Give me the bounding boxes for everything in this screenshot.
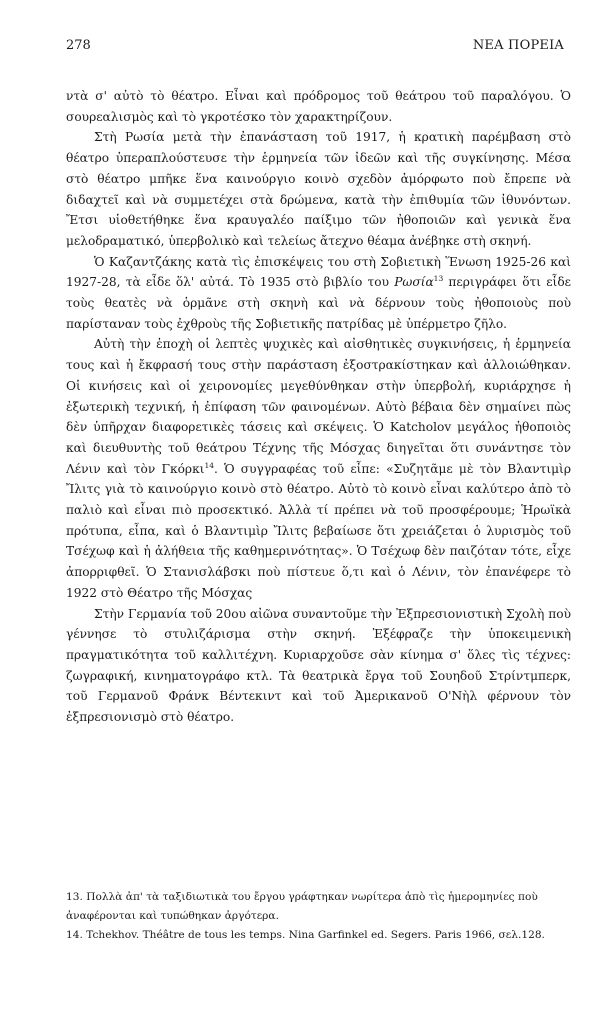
footnote-ref: 13	[433, 274, 444, 284]
footnote-number: 13.	[66, 891, 83, 903]
footnote-number: 14.	[66, 929, 83, 941]
page-number: 278	[66, 38, 91, 53]
text-run: Αὐτὴ τὴν ἐποχὴ οἱ λεπτὲς ψυχικὲς καὶ αἰσθητικὲς συγκινήσεις, ἡ ἑρμηνεία τους καὶ ἡ ἔκφρασή τους στὴν παράσταση ἐξοστρακίστηκαν καὶ ἀλλοιώθηκαν. Οἱ κινήσεις καὶ οἱ χειρονομίες μεγεθύνθηκαν στὴν ὑπερβολή, κυριάρχησε ἡ ἐξωτερικὴ τεχνική, ἡ ἐπίφαση τῶν φαινομένων. Αὐτὸ βέβαια δὲν σημαίνει πὼς δὲν ὑπῆρχαν διαφορετικὲς τάσεις καὶ σκέψεις. Ὁ Katcholov μεγάλος ἠθοποιὸς καὶ διευθυντὴς τοῦ θεάτρου Τέχνης τῆς Μόσχας διηγεῖται ὅτι συνάντησε τὸν Λένιν καὶ τὸν Γκόρκι	[66, 337, 571, 476]
paragraph	[66, 252, 571, 335]
paragraph: Στὴν Γερμανία τοῦ 20ου αἰῶνα συναντοῦμε τὴν Ἐξπρεσιονιστικὴ Σχολὴ ποὺ γέννησε τὸ στυλιζάρισμα στὴν σκηνή. Ἐξέφραζε τὴν ὑποκειμενικὴ πραγματικότητα τοῦ καλλιτέχνη. Κυριαρχοῦσε σὰν κίνημα σ' ὅλες τὶς τέχνες: ζωγραφική, κινηματογράφο κτλ. Τὰ θεατρικὰ ἔργα τοῦ Σουηδοῦ Στρίντμπερκ, τοῦ Γερμανοῦ Φράνκ Βέντεκιντ καὶ τοῦ Ἀμερικανοῦ Ο'Νὴλ φέρνουν τὸν ἐξπρεσιονισμὸ στὸ θέατρο.	[66, 606, 571, 725]
footnote-text: Πολλὰ ἀπ' τὰ ταξιδιωτικὰ του ἔργου γράφτηκαν νωρίτερα ἀπὸ τὶς ἡμερομηνίες ποὺ ἀναφέρονται καὶ τυπώθηκαν ἀργότερα.	[66, 891, 538, 922]
paragraph: Στὴ Ρωσία μετὰ τὴν ἐπανάσταση τοῦ 1917, ἡ κρατικὴ παρέμβαση στὸ θέατρο ὑπεραπλούστευσε τὴν ἑρμηνεία τῶν ἰδεῶν καὶ τῆς συγκίνησης. Μέσα στὸ θέατρο μπῆκε ἕνα καινούργιο κοινὸ σχεδὸν ἀμόρφωτο ποὺ ἔπρεπε νὰ διδαχτεῖ καὶ νὰ συμμετέχει στὰ δρώμενα, κατὰ τὴν ἐπιθυμία τῶν ἰθυνόντων. Ἔτσι υἱοθετήθηκε ἕνα κραυγαλέο παίξιμο τῶν ἠθοποιῶν καὶ γενικὰ ἕνα μελοδραματικό, ὑπερβολικὸ καὶ τελείως ἄτεχνο θέαμα ἀνέβηκε στὴ σκηνή.	[66, 130, 571, 248]
text-run: περιγράφει ὅτι εἶδε τοὺς θεατὲς νὰ ὁρμᾶνε στὴ σκηνὴ καὶ νὰ δέρνουν τοὺς ἠθοποιοὺς ποὺ παρίσταναν τοὺς ἐχθροὺς τῆς Σοβιετικῆς πατρίδας μὲ ὑπέρμετρο ζῆλο.	[66, 275, 571, 331]
footnotes	[66, 888, 571, 945]
page-header	[66, 38, 564, 56]
paragraph	[66, 334, 571, 603]
footnote-text: Tchekhov. Théâtre de tous les temps. Nina Garfinkel ed. Segers. Paris 1966, σελ.128.	[86, 929, 545, 941]
text-run: . Ὁ συγγραφέας τοῦ εἶπε: «Συζητᾶμε μὲ τὸν Βλαντιμὶρ Ἴλιτς γιὰ τὸ καινούργιο κοινὸ στὸ θέατρο. Αὐτὸ τὸ κοινὸ εἶναι καλύτερο ἀπὸ τὸ παλιὸ καὶ εἶναι πιὸ προσεκτικό. Ἀλλὰ τί πρέπει νὰ τοῦ προσφέρουμε; Ἡρωϊκὰ πρότυπα, εἶπα, καὶ ὁ Βλαντιμὶρ Ἴλιτς βεβαίωσε ὅτι χρειάζεται ὁ λυρισμὸς τοῦ Τσέχωφ καὶ ἡ ἀλήθεια τῆς καθημερινότητας». Ὁ Τσέχωφ δὲν παιζόταν τότε, εἶχε ἀπορριφθεῖ. Ὁ Στανισλάβσκι ποὺ πίστευε ὅ,τι καὶ ὁ Λένιν, τὸν ἐπανέφερε τὸ 1922 στὸ Θέατρο τῆς Μόσχας	[66, 461, 571, 600]
body-text	[66, 86, 571, 728]
footnote	[66, 888, 571, 926]
footnote	[66, 926, 571, 945]
paragraph: ντὰ σ' αὐτὸ τὸ θέατρο. Εἶναι καὶ πρόδρομος τοῦ θεάτρου τοῦ παραλόγου. Ὁ σουρεαλισμὸς καὶ τὸ γκροτέσκο τὸν χαρακτηρίζουν.	[66, 89, 571, 124]
book-title: Ρωσία	[394, 275, 434, 290]
text-run: Ὁ Καζαντζάκης κατὰ τὶς ἐπισκέψεις του στὴ Σοβιετικὴ Ἕνωση 1925-26 καὶ 1927-28, τὰ εἶδε ὅλ' αὐτά. Τὸ 1935 στὸ βιβλίο του	[66, 254, 571, 290]
footnote-ref: 14	[204, 460, 215, 470]
running-head: ΝΕΑ ΠΟΡΕΙΑ	[472, 38, 564, 53]
